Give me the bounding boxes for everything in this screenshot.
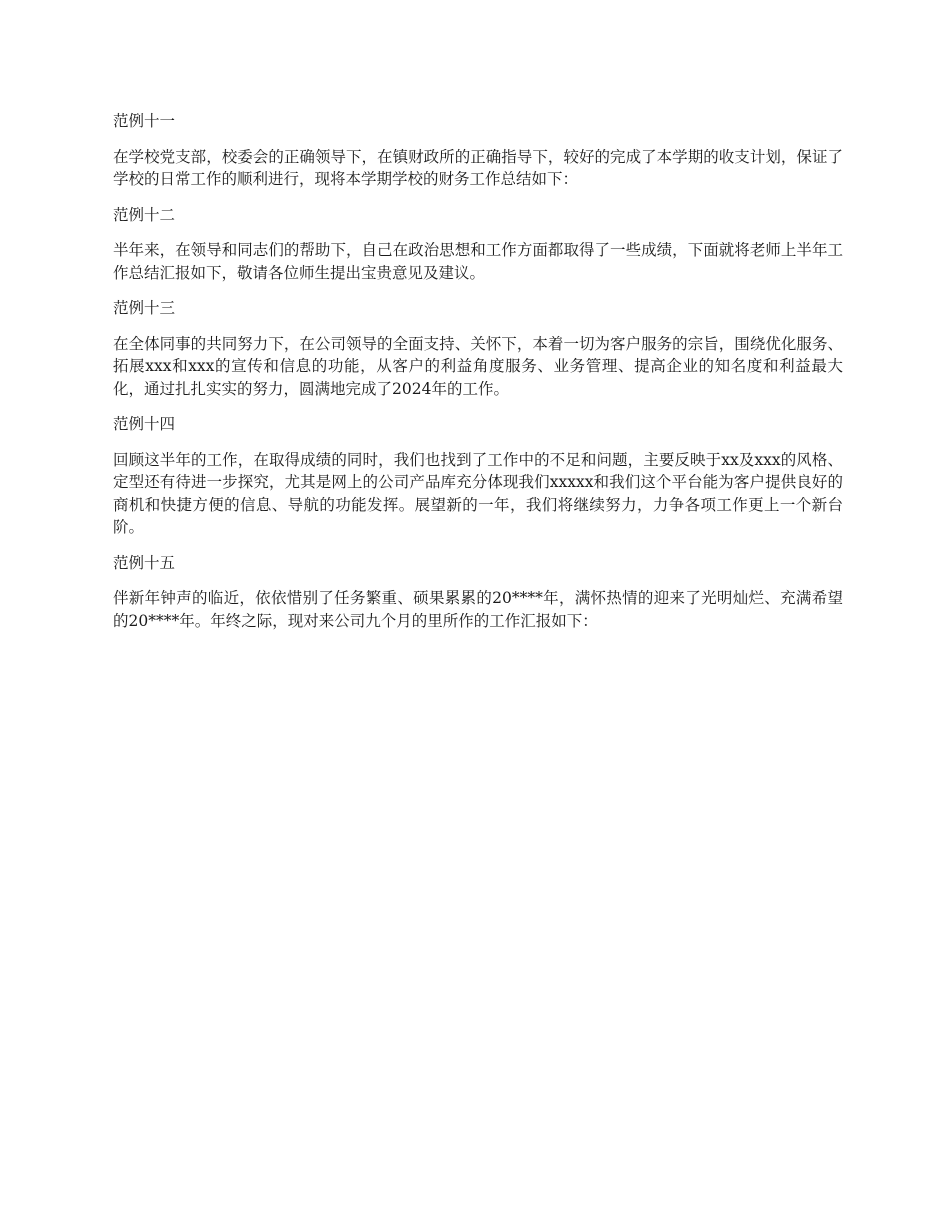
section-title: 范例十四	[113, 415, 176, 433]
section-body: 在学校党支部，校委会的正确领导下，在镇财政所的正确指导下，较好的完成了本学期的收支计划，保证了学校的日常工作的顺利进行，现将本学期学校的财务工作总结如下：	[113, 147, 843, 188]
section-body: 在全体同事的共同努力下，在公司领导的全面支持、关怀下，本着一切为客户服务的宗旨，围绕优化服务、拓展xxx和xxx的宣传和信息的功能，从客户的利益角度服务、业务管理、提高企业的知名度和利益最大化，通过扎扎实实的努力，圆满地完成了2024年的工作。	[113, 334, 843, 398]
section-title: 范例十二	[113, 205, 176, 224]
section-13	[113, 297, 843, 400]
section-body: 伴新年钟声的临近，依依惜别了任务繁重、硕果累累的20****年，满怀热情的迎来了光明灿烂、充满希望的20****年。年终之际，现对来公司九个月的里所作的工作汇报如下：	[113, 589, 843, 630]
document-page	[113, 110, 843, 645]
section-body: 回顾这半年的工作，在取得成绩的同时，我们也找到了工作中的不足和问题，主要反映于xx及xxx的风格、定型还有待进一步探究，尤其是网上的公司产品库充分体现我们xxxxx和我们这个平台能为客户提供良好的商机和快捷方便的信息、导航的功能发挥。展望新的一年，我们将继续努力，力争各项工作更上一个新台阶。	[113, 450, 843, 536]
section-body: 半年来，在领导和同志们的帮助下，自己在政治思想和工作方面都取得了一些成绩，下面就将老师上半年工作总结汇报如下，敬请各位师生提出宝贵意见及建议。	[113, 241, 843, 282]
section-11	[113, 110, 843, 191]
section-title: 范例十三	[113, 299, 176, 317]
section-title: 范例十一	[113, 112, 176, 130]
section-12	[113, 204, 843, 285]
section-title: 范例十五	[113, 553, 176, 572]
section-15	[113, 552, 843, 633]
section-14	[113, 413, 843, 539]
